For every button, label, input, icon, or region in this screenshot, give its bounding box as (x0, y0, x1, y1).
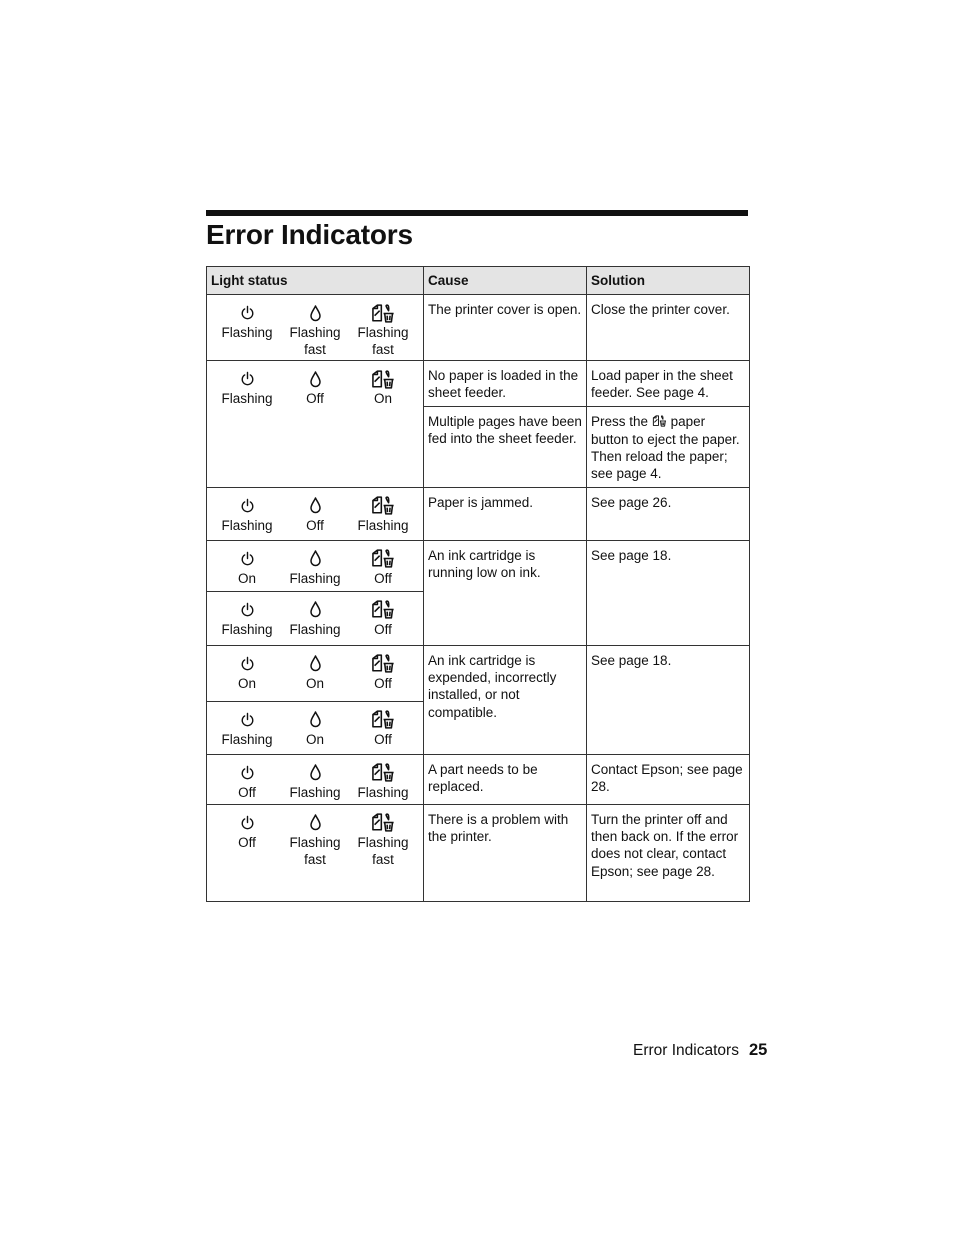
table-row (207, 804, 750, 901)
light-state: Flashing (357, 784, 409, 800)
cause-cell: No paper is loaded in the sheet feeder. (424, 361, 587, 407)
ink-drop-icon (281, 763, 349, 783)
paper-ink-icon (349, 813, 417, 833)
ink-drop-icon (281, 600, 349, 620)
light-indicator (281, 710, 349, 748)
paper-ink-icon (349, 710, 417, 730)
light-state: Off (306, 517, 324, 533)
paper-ink-icon (349, 496, 417, 516)
power-icon (213, 654, 281, 674)
table-row (207, 487, 750, 540)
light-state: Flashing (221, 325, 273, 340)
light-indicator (349, 496, 417, 534)
light-state: On (305, 731, 324, 747)
solution-cell: Turn the printer off and then back on. If the error does not clear, contact Epson; see page 28. (587, 804, 750, 901)
power-icon (213, 763, 281, 783)
power-icon (213, 710, 281, 730)
light-indicators (207, 805, 423, 868)
light-indicators (207, 702, 423, 748)
power-icon (213, 303, 281, 323)
paper-ink-icon (349, 303, 417, 323)
light-state: Off (374, 570, 392, 586)
power-icon (213, 496, 281, 516)
light-indicator (213, 710, 281, 748)
light-indicators (207, 295, 423, 358)
light-indicator (349, 710, 417, 748)
page-title: Error Indicators (206, 219, 413, 250)
solution-text-post: paper button to eject the paper. Then reload the paper; see page 4. (591, 413, 740, 482)
cause-cell: An ink cartridge is running low on ink. (424, 540, 587, 645)
power-icon (213, 813, 281, 833)
light-indicator (349, 763, 417, 801)
light-indicator (349, 303, 417, 358)
light-indicator (213, 763, 281, 801)
light-state: Off (238, 784, 256, 800)
light-state: Flashing fast (289, 834, 341, 867)
solution-cell: Close the printer cover. (587, 295, 750, 361)
page-number: 25 (748, 1041, 768, 1059)
paper-ink-icon (652, 414, 667, 431)
solution-cell: Contact Epson; see page 28. (587, 754, 750, 804)
light-state: Flashing (221, 517, 273, 533)
light-indicator (281, 369, 349, 407)
light-status-cell (207, 487, 424, 540)
light-indicator (281, 303, 349, 358)
light-indicator (281, 654, 349, 692)
light-indicator (281, 813, 349, 868)
light-state: Flashing fast (289, 325, 341, 357)
header-cause: Cause (424, 267, 587, 295)
light-indicator (213, 600, 281, 638)
light-indicator (349, 600, 417, 638)
light-state: Flashing fast (357, 834, 409, 867)
light-indicator (281, 496, 349, 534)
cause-cell: Paper is jammed. (424, 487, 587, 540)
paper-ink-icon (349, 369, 417, 389)
light-indicator (213, 496, 281, 534)
light-state: Off (238, 834, 256, 850)
table-row (207, 645, 750, 701)
light-state: Off (374, 675, 392, 691)
light-status-cell (207, 591, 424, 645)
light-state: Off (374, 621, 392, 637)
light-state: Flashing (221, 731, 273, 747)
light-status-cell (207, 540, 424, 591)
light-indicator (213, 654, 281, 692)
ink-drop-icon (281, 496, 349, 516)
paper-ink-icon (349, 600, 417, 620)
header-solution: Solution (587, 267, 750, 295)
header-light-status: Light status (207, 267, 424, 295)
light-state: Flashing (289, 570, 341, 586)
solution-cell: See page 18. (587, 645, 750, 754)
light-status-cell (207, 361, 424, 488)
light-state: On (373, 391, 392, 406)
light-state: On (237, 675, 256, 691)
ink-drop-icon (281, 654, 349, 674)
ink-drop-icon (281, 813, 349, 833)
cause-cell: An ink cartridge is expended, incorrectly installed, or not compatible. (424, 645, 587, 754)
solution-text-pre: Press the (591, 413, 649, 429)
light-state: Flashing (221, 391, 273, 406)
light-indicator (213, 369, 281, 407)
light-indicators (207, 646, 423, 692)
light-indicator (349, 369, 417, 407)
light-indicators (207, 755, 423, 801)
error-indicators-table (206, 266, 750, 902)
light-status-cell (207, 701, 424, 754)
light-indicator (213, 303, 281, 358)
table-row (207, 540, 750, 591)
page-footer (633, 1041, 767, 1060)
power-icon (213, 369, 281, 389)
power-icon (213, 549, 281, 569)
light-indicators (207, 488, 423, 534)
light-state: Flashing (357, 517, 409, 533)
footer-section: Error Indicators (633, 1042, 739, 1059)
light-indicator (213, 813, 281, 868)
cause-cell: Multiple pages have been fed into the sheet feeder. (424, 406, 587, 487)
table-row (207, 754, 750, 804)
light-status-cell (207, 645, 424, 701)
ink-drop-icon (281, 549, 349, 569)
light-indicator (213, 549, 281, 587)
cause-cell: A part needs to be replaced. (424, 754, 587, 804)
light-state: Flashing fast (357, 325, 409, 357)
power-icon (213, 600, 281, 620)
ink-drop-icon (281, 710, 349, 730)
light-state: Off (306, 391, 324, 406)
cause-cell: There is a problem with the printer. (424, 804, 587, 901)
light-indicators (207, 592, 423, 638)
light-indicator (281, 763, 349, 801)
light-status-cell (207, 754, 424, 804)
table-row (207, 295, 750, 361)
light-status-cell (207, 804, 424, 901)
paper-ink-icon (349, 549, 417, 569)
paper-ink-icon (349, 763, 417, 783)
solution-cell: See page 18. (587, 540, 750, 645)
light-indicators (207, 361, 423, 407)
light-status-cell (207, 295, 424, 361)
light-indicators (207, 541, 423, 587)
cause-cell: The printer cover is open. (424, 295, 587, 361)
light-state: On (237, 570, 256, 586)
light-indicator (349, 549, 417, 587)
ink-drop-icon (281, 369, 349, 389)
light-state: Flashing (221, 621, 273, 637)
light-state: Flashing (289, 784, 341, 800)
solution-cell (587, 406, 750, 487)
light-state: Off (374, 731, 392, 747)
light-indicator (281, 600, 349, 638)
solution-cell: See page 26. (587, 487, 750, 540)
light-state: Flashing (289, 621, 341, 637)
light-state: On (305, 675, 324, 691)
ink-drop-icon (281, 303, 349, 323)
light-indicator (281, 549, 349, 587)
table-header-row (207, 267, 750, 295)
table-row (207, 361, 750, 407)
light-indicator (349, 654, 417, 692)
solution-cell: Load paper in the sheet feeder. See page 4. (587, 361, 750, 407)
light-indicator (349, 813, 417, 868)
paper-ink-icon (349, 654, 417, 674)
